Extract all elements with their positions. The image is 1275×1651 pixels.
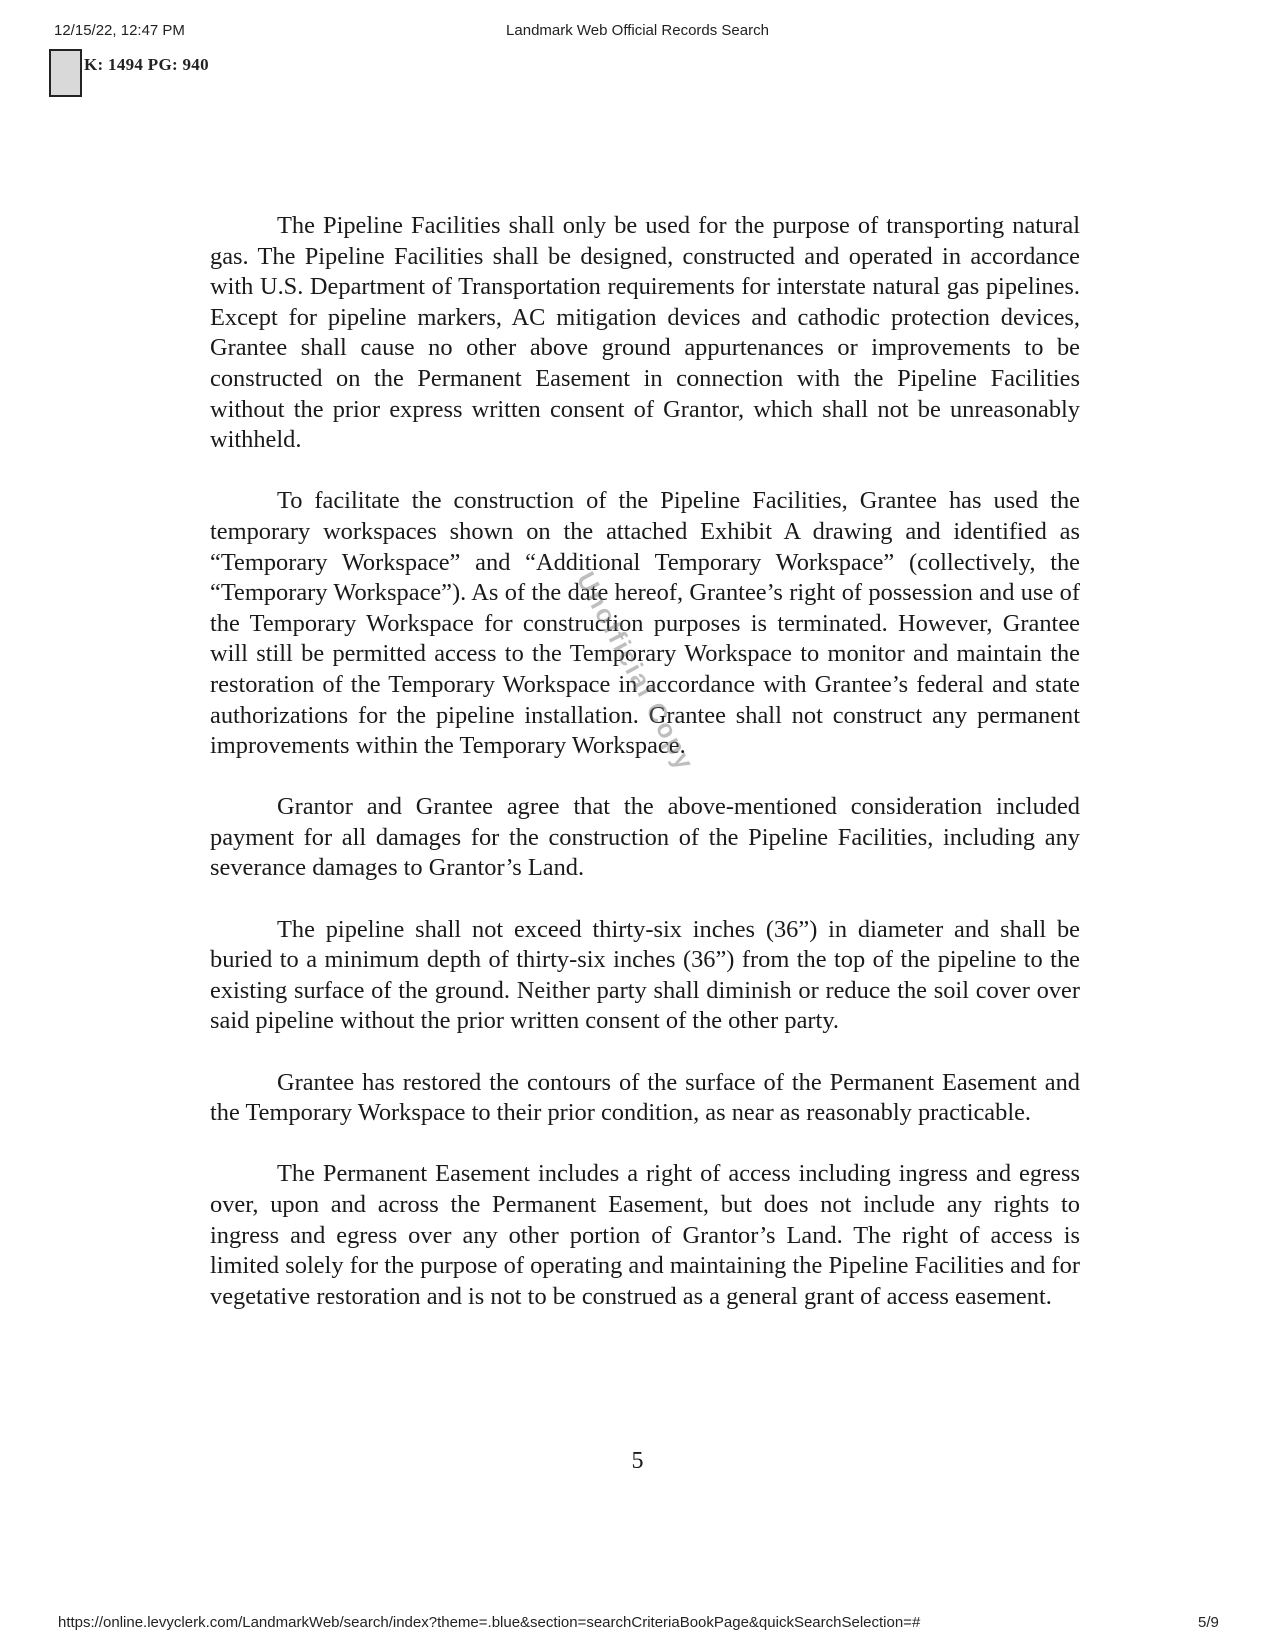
print-datetime: 12/15/22, 12:47 PM xyxy=(54,22,185,39)
document-body xyxy=(210,211,1080,1343)
paragraph-temporary-workspace: To facilitate the construction of the Pipeline Facilities, Grantee has used the temporary workspaces shown on the attached Exhibit A drawing and identified as “Temporary Workspace” and “Additional Temporary Workspace” (collectively, the “Temporary Workspace”). As of the date hereof, Grantee’s right of possession and use of the Temporary Workspace for construction purposes is terminated. However, Grantee will still be permitted access to the Temporary Workspace to monitor and maintain the restoration of the Temporary Workspace in accordance with Grantee’s federal and state authorizations for the pipeline installation. Grantee shall not construct any permanent improvements within the Temporary Workspace. xyxy=(210,487,1080,760)
page-number: 5 xyxy=(631,1448,644,1474)
redaction-box xyxy=(49,49,82,97)
paragraph-access: The Permanent Easement includes a right of access including ingress and egress over, upon and across the Permanent Easement, but does not include any rights to ingress and egress over any other portion of Grantor’s Land. The right of access is limited solely for the purpose of operating and maintaining the Pipeline Facilities and for vegetative restoration and is not to be construed as a general grant of access easement. xyxy=(210,1160,1080,1310)
unofficial-copy-watermark: Unofficial Copy xyxy=(570,566,701,776)
print-page-count: 5/9 xyxy=(1198,1614,1219,1631)
paragraph-pipeline-depth: The pipeline shall not exceed thirty-six inches (36”) in diameter and shall be buried to a minimum depth of thirty-six inches (36”) from the top of the pipeline to the existing surface of the ground. Neither party shall diminish or reduce the soil cover over said pipeline without the prior written consent of the other party. xyxy=(210,915,1080,1035)
print-footer-url: https://online.levyclerk.com/LandmarkWeb/search/index?theme=.blue&section=searchCriteriaBookPage&quickSearchSelection=# xyxy=(58,1614,921,1631)
book-page-reference: K: 1494 PG: 940 xyxy=(84,55,209,74)
paragraph-restoration: Grantee has restored the contours of the surface of the Permanent Easement and the Temporary Workspace to their prior condition, as near as reasonably practicable. xyxy=(210,1068,1080,1127)
paragraph-pipeline-use: The Pipeline Facilities shall only be used for the purpose of transporting natural gas. The Pipeline Facilities shall be designed, constructed and operated in accordance with U.S. Department of Transportation requirements for interstate natural gas pipelines. Except for pipeline markers, AC mitigation devices and cathodic protection devices, Grantee shall cause no other above ground appurtenances or improvements to be constructed on the Permanent Easement in connection with the Pipeline Facilities without the prior express written consent of Grantor, which shall not be unreasonably withheld. xyxy=(210,212,1080,454)
paragraph-damages: Grantor and Grantee agree that the above-mentioned consideration included payment for all damages for the construction of the Pipeline Facilities, including any severance damages to Grantor’s Land. xyxy=(210,793,1080,882)
print-site-title: Landmark Web Official Records Search xyxy=(506,22,769,39)
